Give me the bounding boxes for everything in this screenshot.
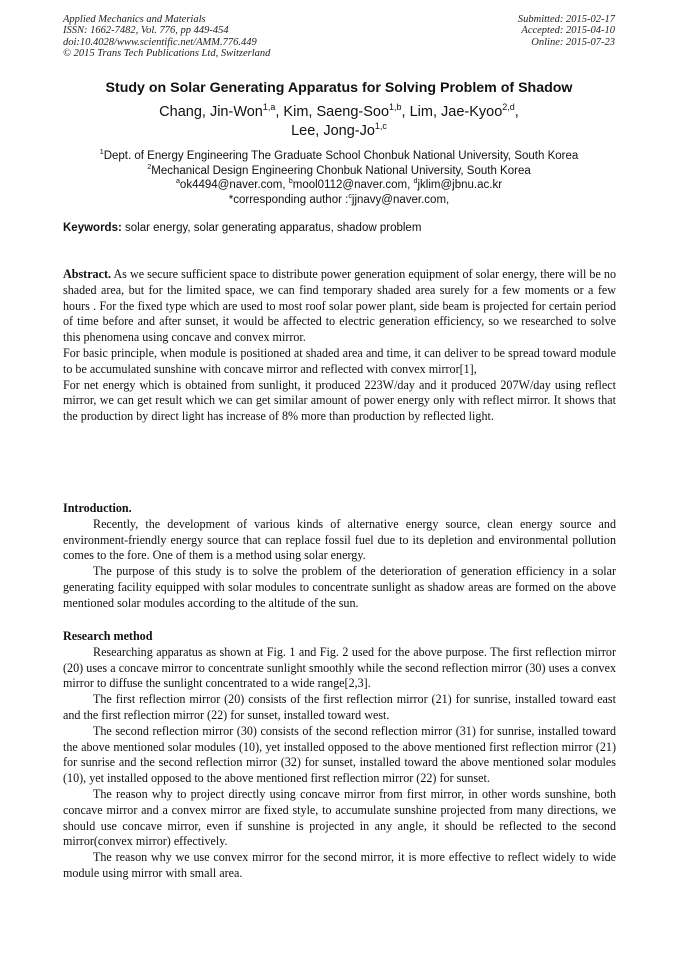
abstract-label: Abstract. [63, 267, 112, 281]
email-marker: b [288, 177, 293, 186]
affiliation-marker: 1 [99, 148, 104, 157]
body-paragraph: The first reflection mirror (20) consists of the first reflection mirror (21) for sunrise, installed toward east and the first reflection mirror (22) for sunset, installed toward west. [63, 692, 616, 722]
copyright-line: © 2015 Trans Tech Publications Ltd, Switzerland [63, 48, 271, 60]
body-paragraph: Recently, the development of various kinds of alternative energy source, clean energy source and environment-friendly energy source that can replace fossil fuel due to its depletion and environmental pollution comes to the fore. One of them is a method using solar energy. [63, 516, 616, 563]
issn-line: ISSN: 1662-7482, Vol. 776, pp 449-454 [63, 25, 229, 37]
journal-info [63, 14, 270, 60]
email-address: jklim@jbnu.ac.kr [417, 179, 503, 192]
section-heading: Introduction. [63, 501, 132, 515]
email-marker: a [175, 177, 180, 186]
affiliations [40, 149, 638, 207]
abstract-paragraph: For basic principle, when module is positioned at shaded area and time, it can deliver to be spread toward module to be accumulated sunshine with concave mirror and reflected with convex mirror[1], [63, 345, 616, 376]
section-heading: Research method [63, 629, 153, 643]
affiliation-line: Dept. of Energy Engineering The Graduate School Chonbuk National University, South Korea [103, 150, 579, 162]
author-name: Lee, Jong-Jo [291, 123, 375, 139]
research-method-section [63, 629, 616, 882]
doi-line: doi:10.4028/www.scientific.net/AMM.776.449 [63, 36, 257, 48]
keywords [63, 222, 618, 234]
author-list [40, 103, 638, 141]
email-marker: d [413, 177, 418, 186]
keywords-text: solar energy, solar generating apparatus, shadow problem [121, 222, 422, 234]
paper-title: Study on Solar Generating Apparatus for Solving Problem of Shadow [105, 80, 573, 96]
email-address: mool0112@naver.com, [292, 179, 414, 192]
abstract-paragraph: For net energy which is obtained from sunlight, it produced 223W/day and it produced 207W/day using reflect mirror, we can get result which we can get similar amount of power energy only with reflect mirror. It shows that the production by direct light has increase of 8% more than production by reflected light. [63, 377, 616, 424]
author-superscript: 2,d [502, 102, 515, 113]
affiliation-line: Mechanical Design Engineering Chonbuk National University, South Korea [151, 164, 531, 177]
body-paragraph: The reason why to project directly using concave mirror from first mirror, in other words sunshine, both concave mirror and a convex mirror are fixed style, to accumulate sunshine projected from many directions, we should use concave mirror, even if sunshine is projected in any angle, it should be reflected to the second mirror(convex mirror) effectively. [63, 786, 616, 849]
author-separator: , [514, 104, 519, 120]
corresponding-label: *corresponding author : [228, 193, 349, 206]
author-superscript: 1,a [262, 102, 276, 113]
journal-name: Applied Mechanics and Materials [63, 14, 206, 25]
author-name: , Lim, Jae-Kyoo [401, 104, 503, 120]
body-paragraph: Researching apparatus as shown at Fig. 1 and Fig. 2 used for the above purpose. The first reflection mirror (20) uses a concave mirror to concentrate sunlight smoothly while the second reflection mirror (30) uses a convex mirror to diffuse the sunlight concentrated to a wide range[2,3]. [63, 644, 616, 691]
author-superscript: 1,c [374, 121, 387, 132]
email-address: ok4494@naver.com, [179, 179, 289, 192]
online-date: Online: 2015-07-23 [531, 36, 615, 48]
submitted-date: Submitted: 2015-02-17 [517, 14, 615, 25]
author-superscript: 1,b [389, 102, 402, 113]
body-paragraph: The purpose of this study is to solve the problem of the deterioration of generation efficiency in a solar generating facility equipped with solar modules to concentrate sunlight as shadow areas are formed on the above mentioned solar modules according to the altitude of the sun. [63, 564, 616, 610]
body-paragraph: The second reflection mirror (30) consists of the second reflection mirror (31) for sunrise, installed toward the above mentioned solar modules (10), yet installed opposed to the above mentioned first reflection mirror (21) for sunrise and the second reflection mirror (32) for sunset, installed toward the above mentioned solar modules (10), yet installed opposed to the above mentioned first reflection mirror (22) for sunset. [63, 723, 616, 786]
affiliation-marker: 2 [147, 162, 152, 171]
accepted-date: Accepted: 2015-04-10 [521, 25, 615, 37]
corresponding-email: jjnavy@naver.com, [351, 193, 450, 206]
body-paragraph: The reason why we use convex mirror for the second mirror, it is more effective to reflect widely to wide module using mirror with small area. [63, 850, 616, 880]
publication-dates [518, 14, 615, 48]
author-name: , Kim, Saeng-Soo [275, 104, 390, 120]
introduction-section [63, 501, 616, 612]
email-marker: c [348, 191, 352, 200]
abstract-section [63, 267, 616, 425]
keywords-label: Keywords: [63, 222, 122, 234]
author-name: Chang, Jin-Won [159, 104, 263, 120]
abstract-paragraph: As we secure sufficient space to distribute power generation equipment of solar energy, there will be no shaded area, but for the limited space, we can find temporary shaded area surely for a few moments or a few hours . For the fixed type which are used to most roof solar power plant, side beam is projected for certain period of time before and after sunset, it would be affected to electric generation efficiency, so we researched to solve this phenomena using concave and convex mirror. [63, 267, 616, 345]
